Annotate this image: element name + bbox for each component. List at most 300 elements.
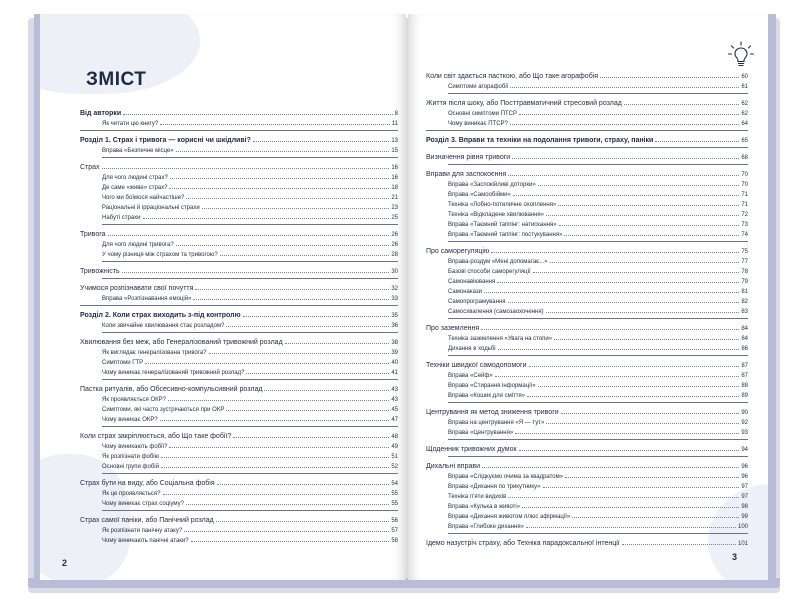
toc-page-number: 48 [391, 434, 398, 440]
toc-leader-dots [202, 208, 390, 209]
toc-subentry[interactable] [426, 285, 748, 295]
toc-subentry[interactable] [80, 497, 398, 507]
toc-entry-title: Учимося розпізнавати свої почуття [80, 285, 194, 292]
toc-entry-title: Вправа «Дихання по трикутнику» [448, 484, 541, 490]
toc-subentry[interactable] [426, 188, 748, 198]
toc-entry-title: Страх бути на виду, або Соціальна фобія [80, 480, 215, 487]
toc-divider [102, 473, 398, 474]
toc-subentry[interactable] [80, 171, 398, 181]
toc-subentry[interactable] [426, 178, 748, 188]
toc-page-number: 43 [391, 397, 398, 403]
toc-leader-dots [622, 544, 736, 545]
toc-leader-dots [529, 366, 740, 367]
toc-leader-dots [561, 413, 740, 414]
toc-subentry[interactable] [426, 218, 748, 228]
toc-section-entry[interactable] [426, 134, 748, 144]
toc-divider [102, 332, 398, 333]
toc-subentry[interactable] [426, 305, 748, 315]
toc-heading-entry[interactable] [80, 161, 398, 171]
toc-subentry[interactable] [426, 510, 748, 520]
toc-entry-title: Вправа «Самообійми» [448, 192, 511, 198]
toc-entry-title: Хвилювання без меж, або Генералізований тривожний розлад [80, 339, 283, 346]
toc-leader-dots [193, 299, 389, 300]
toc-divider [102, 379, 398, 380]
toc-page-number: 77 [741, 259, 748, 265]
toc-page-number: 72 [741, 212, 748, 218]
toc-heading-entry[interactable] [426, 245, 748, 255]
toc-subentry[interactable] [80, 440, 398, 450]
toc-entry-title: Набуті страхи [102, 215, 141, 221]
toc-divider [448, 147, 748, 148]
toc-entry-title: Визначення рівня тривоги [426, 154, 511, 161]
toc-entry-title: Розділ 3. Вправи та техніки на подолання тривоги, страху, паніки [426, 137, 654, 144]
toc-page-number: 62 [741, 101, 748, 107]
toc-page-number: 38 [391, 340, 398, 346]
toc-leader-dots [253, 141, 389, 142]
toc-page-number: 68 [741, 155, 748, 161]
toc-leader-dots [217, 484, 390, 485]
toc-page-number: 75 [741, 249, 748, 255]
toc-subentry[interactable] [426, 228, 748, 238]
toc-page-number: 16 [391, 165, 398, 171]
toc-leader-dots [145, 363, 389, 364]
toc-subentry[interactable] [426, 379, 748, 389]
toc-subentry[interactable] [426, 80, 748, 90]
toc-entry-title: Про заземлення [426, 325, 480, 332]
toc-entry-title: Тривожність [80, 268, 120, 275]
toc-subentry[interactable] [80, 393, 398, 403]
toc-leader-dots [498, 349, 740, 350]
toc-page-number: 13 [391, 138, 398, 144]
toc-entry-title: Як це проявляється? [102, 491, 161, 497]
toc-entry-title: Чому виникає страх соціуму? [102, 501, 184, 507]
toc-leader-dots [554, 339, 739, 340]
toc-entry-title: Чому виникають фобії? [102, 444, 168, 450]
toc-page-number: 98 [741, 504, 748, 510]
toc-leader-dots [184, 531, 389, 532]
toc-entry-title: Симптоми, які часто зустрічаються при ОКР [102, 407, 225, 413]
toc-leader-dots [543, 487, 740, 488]
toc-subentry[interactable] [426, 208, 748, 218]
toc-subentry[interactable] [426, 198, 748, 208]
toc-divider [80, 305, 398, 306]
toc-subentry[interactable] [80, 211, 398, 221]
toc-page-number: 21 [391, 195, 398, 201]
toc-entry-title: Техніки швидкої самодопомоги [426, 362, 527, 369]
toc-leader-dots [226, 410, 389, 411]
toc-subentry[interactable] [426, 369, 748, 379]
toc-entry-title: Основні групи фобій [102, 464, 159, 470]
toc-page-number: 25 [391, 215, 398, 221]
toc-entry-title: Щоденник тривожних думок [426, 446, 517, 453]
toc-subentry[interactable] [426, 520, 748, 530]
toc-entry-title: Базові способи саморегуляції [448, 269, 531, 275]
toc-entry-title: Самонавіювання [448, 279, 496, 285]
toc-subentry[interactable] [80, 346, 398, 356]
toc-entry-title: Як читати цю книгу? [102, 121, 159, 127]
toc-page-number: 49 [391, 444, 398, 450]
toc-page-number: 58 [391, 538, 398, 544]
toc-page-number: 70 [741, 182, 748, 188]
toc-leader-dots [264, 390, 389, 391]
toc-leader-dots [102, 168, 390, 169]
toc-leader-dots [209, 353, 390, 354]
toc-heading-entry[interactable] [80, 228, 398, 238]
toc-leader-dots [233, 437, 389, 438]
toc-leader-dots [538, 185, 740, 186]
toc-leader-dots [624, 104, 739, 105]
toc-page-number: 26 [391, 232, 398, 238]
toc-list-right [426, 70, 748, 547]
toc-entry-title: Як розпізнати панічну атаку? [102, 528, 183, 534]
toc-section-entry[interactable] [80, 134, 398, 144]
toc-leader-dots [246, 373, 389, 374]
toc-leader-dots [195, 289, 389, 290]
toc-page-number: 82 [741, 299, 748, 305]
toc-entry-title: Страх самої паніки, або Панічний розлад [80, 517, 214, 524]
toc-subentry[interactable] [80, 534, 398, 544]
toc-page-number: 96 [741, 474, 748, 480]
toc-entry-title: Симптоми агорафобії [448, 84, 509, 90]
toc-subentry[interactable] [426, 295, 748, 305]
toc-entry-title: Вправи для заспокоєння [426, 171, 507, 178]
toc-leader-dots [169, 447, 389, 448]
toc-heading-entry[interactable] [80, 336, 398, 346]
toc-heading-entry[interactable] [80, 477, 398, 487]
toc-entry-title: Основні симптоми ПТСР [448, 111, 518, 117]
toc-entry-title: Вправа «Сейф» [448, 373, 493, 379]
toc-leader-dots [508, 302, 740, 303]
toc-entry-title: Самонакази [448, 289, 482, 295]
toc-page-number: 57 [391, 528, 398, 534]
toc-page-number: 84 [741, 336, 748, 342]
toc-page-number: 11 [391, 121, 398, 127]
toc-entry-title: Самосхвалення (самозаохочення) [448, 309, 544, 315]
toc-divider [448, 533, 748, 534]
left-page [34, 14, 406, 580]
toc-section-entry[interactable] [80, 309, 398, 319]
toc-leader-dots [220, 255, 390, 256]
toc-divider [448, 439, 748, 440]
toc-entry-title: Техніка «Лобно-потиличне охоплення» [448, 202, 557, 208]
toc-entry-title: Коли звичайне хвилювання стає розладом? [102, 323, 225, 329]
toc-page-number: 79 [741, 279, 748, 285]
toc-page-number: 101 [737, 541, 748, 547]
toc-page-number: 94 [741, 447, 748, 453]
toc-leader-dots [186, 198, 389, 199]
toc-subentry[interactable] [80, 144, 398, 154]
toc-entry-title: Чому виникають панічні атаки? [102, 538, 189, 544]
toc-page-number: 47 [391, 417, 398, 423]
toc-subentry[interactable] [426, 470, 748, 480]
toc-subentry[interactable] [426, 426, 748, 436]
toc-leader-dots [564, 235, 739, 236]
toc-heading-entry[interactable] [80, 282, 398, 292]
toc-entry-title: Вправа «Глибоке дихання» [448, 524, 524, 530]
toc-entry-title: Тривога [80, 231, 106, 238]
toc-leader-dots [186, 504, 389, 505]
toc-entry-title: Вправа «Таємний таппінг: постукування» [448, 232, 563, 238]
toc-page-number: 54 [391, 481, 398, 487]
toc-page-number: 41 [391, 370, 398, 376]
toc-divider [102, 426, 398, 427]
toc-leader-dots [522, 507, 739, 508]
toc-leader-dots [572, 517, 739, 518]
toc-heading-entry[interactable] [426, 460, 748, 470]
toc-heading-entry[interactable] [426, 70, 748, 80]
toc-heading-entry[interactable] [426, 168, 748, 178]
toc-subentry[interactable] [80, 181, 398, 191]
toc-subentry[interactable] [80, 366, 398, 376]
toc-leader-dots [143, 218, 390, 219]
toc-leader-dots [559, 225, 740, 226]
toc-subentry[interactable] [80, 248, 398, 258]
toc-entry-title: Центрування як метод зниження тривоги [426, 409, 559, 416]
toc-entry-title: Для чого людині страх? [102, 175, 168, 181]
toc-leader-dots [565, 477, 739, 478]
toc-leader-dots [243, 316, 390, 317]
toc-subentry[interactable] [80, 356, 398, 366]
toc-leader-dots [497, 282, 739, 283]
toc-entry-title: Дихальні вправи [426, 463, 480, 470]
toc-leader-dots [546, 423, 739, 424]
toc-page-number: 100 [737, 524, 748, 530]
toc-leader-dots [508, 497, 739, 498]
toc-subentry[interactable] [80, 487, 398, 497]
toc-page-number: 96 [741, 464, 748, 470]
toc-leader-dots [510, 87, 739, 88]
toc-leader-dots [527, 396, 739, 397]
toc-leader-dots [160, 420, 390, 421]
toc-leader-dots [515, 433, 739, 434]
toc-divider [102, 224, 398, 225]
toc-divider [448, 355, 748, 356]
toc-heading-entry[interactable] [426, 359, 748, 369]
toc-entry-title: Від авторки [80, 110, 122, 117]
toc-page-number: 55 [391, 491, 398, 497]
toc-entry-title: Вправа «Дихання животом плюс афірмації» [448, 514, 571, 520]
toc-subentry[interactable] [426, 480, 748, 490]
toc-entry-title: Коли страх закріплюється, або Що таке фобії? [80, 433, 232, 440]
toc-leader-dots [168, 400, 389, 401]
toc-leader-dots [484, 292, 739, 293]
toc-entry-title: Техніка «Відкладене хвилювання» [448, 212, 545, 218]
toc-leader-dots [546, 312, 740, 313]
toc-entry-title: Вправа «Слідкуємо очима за квадратом» [448, 474, 564, 480]
toc-page-number: 90 [741, 410, 748, 416]
toc-page-number: 78 [741, 269, 748, 275]
toc-entry-title: Як проявляється ОКР? [102, 397, 166, 403]
toc-entry-title: Техніка заземлення «Увага на стопи» [448, 336, 553, 342]
toc-leader-dots [519, 114, 739, 115]
toc-page-number: 40 [391, 360, 398, 366]
toc-subentry[interactable] [80, 117, 398, 127]
toc-heading-entry[interactable] [426, 322, 748, 332]
toc-entry-title: Про саморегуляцію [426, 248, 490, 255]
page-number: 2 [62, 558, 68, 568]
toc-page-number: 74 [741, 232, 748, 238]
toc-entry-title: Життя після шоку, або Посттравматичний стресовий розлад [426, 100, 622, 107]
toc-leader-dots [526, 527, 736, 528]
toc-entry-title: Вправа «Таємний таппінг: натискання» [448, 222, 557, 228]
toc-page-number: 86 [741, 346, 748, 352]
toc-entry-title: Вправа на центрування «Я — тут» [448, 420, 545, 426]
toc-leader-dots [558, 205, 739, 206]
toc-entry-title: Де саме «живе» страх? [102, 185, 168, 191]
toc-heading-entry[interactable] [426, 406, 748, 416]
toc-subentry[interactable] [426, 255, 748, 265]
toc-subentry[interactable] [80, 292, 398, 302]
toc-heading-entry[interactable] [80, 430, 398, 440]
toc-leader-dots [176, 245, 390, 246]
toc-page-number: 33 [391, 296, 398, 302]
toc-entry-title: Страх [80, 164, 100, 171]
toc-page-number: 43 [391, 387, 398, 393]
toc-page-number: 65 [741, 138, 748, 144]
toc-leader-dots [546, 215, 739, 216]
toc-subentry[interactable] [426, 265, 748, 275]
toc-page-number: 70 [741, 172, 748, 178]
toc-subentry[interactable] [426, 107, 748, 117]
toc-entry-title: Розділ 2. Коли страх виходить з-під контролю [80, 312, 241, 319]
toc-subentry[interactable] [426, 490, 748, 500]
toc-subentry[interactable] [426, 275, 748, 285]
toc-heading-entry[interactable] [80, 514, 398, 524]
toc-subentry[interactable] [80, 450, 398, 460]
toc-leader-dots [160, 124, 390, 125]
toc-subentry[interactable] [426, 416, 748, 426]
toc-entry-title: Для чого людині тривога? [102, 242, 174, 248]
toc-section-entry[interactable] [80, 107, 398, 117]
toc-entry-title: Чому виникає ОКР? [102, 417, 158, 423]
toc-divider [448, 93, 748, 94]
toc-entry-title: Пастка ритуалів, або Обсесивно-компульсивний розлад [80, 386, 263, 393]
toc-page-number: 61 [741, 84, 748, 90]
toc-page-number: 16 [391, 175, 398, 181]
toc-subentry[interactable] [80, 201, 398, 211]
toc-page-number: 62 [741, 111, 748, 117]
toc-divider [448, 241, 748, 242]
toc-page-number: 45 [391, 407, 398, 413]
toc-entry-title: Вправа «Безпечне місце» [102, 148, 174, 154]
toc-subentry[interactable] [80, 403, 398, 413]
toc-heading-entry[interactable] [426, 97, 748, 107]
toc-subentry[interactable] [426, 117, 748, 127]
toc-heading-entry[interactable] [426, 537, 748, 547]
toc-page-number: 99 [741, 514, 748, 520]
toc-page-number: 51 [391, 454, 398, 460]
toc-page-number: 87 [741, 373, 748, 379]
toc-entry-title: Коли світ здається пасткою, або Що таке агорафобія [426, 73, 599, 80]
toc-entry-title: Як виглядає генералізована тривога? [102, 350, 207, 356]
toc-heading-entry[interactable] [80, 383, 398, 393]
toc-entry-title: Вправа «Заспокійливі доторки» [448, 182, 536, 188]
toc-leader-dots [122, 272, 390, 273]
toc-leader-dots [481, 329, 739, 330]
toc-leader-dots [550, 262, 740, 263]
toc-divider [448, 318, 748, 319]
toc-list-left [80, 107, 398, 544]
toc-entry-title: Як розпізнати фобію [102, 454, 160, 460]
toc-entry-title: Вправа-роздум «Мені допомагає...» [448, 259, 548, 265]
toc-page-number: 55 [391, 501, 398, 507]
toc-leader-dots [163, 494, 390, 495]
toc-heading-entry[interactable] [80, 265, 398, 275]
toc-subentry[interactable] [80, 238, 398, 248]
toc-entry-title: Ідемо назустріч страху, або Техніка парадоксальної інтенції [426, 540, 620, 547]
toc-entry-title: Вправа «Стирання інформації» [448, 383, 536, 389]
toc-entry-title: Техніка п'яти видихів [448, 494, 507, 500]
toc-subentry[interactable] [426, 342, 748, 352]
toc-leader-dots [482, 467, 739, 468]
toc-leader-dots [108, 235, 390, 236]
toc-entry-title: Вправа «Центрування» [448, 430, 514, 436]
toc-subentry[interactable] [80, 524, 398, 534]
toc-page-number: 56 [391, 518, 398, 524]
toc-leader-dots [216, 521, 390, 522]
toc-page-number: 97 [741, 494, 748, 500]
toc-subentry[interactable] [80, 319, 398, 329]
toc-leader-dots [533, 272, 740, 273]
toc-leader-dots [176, 151, 390, 152]
toc-page-number: 15 [391, 148, 398, 154]
toc-subentry[interactable] [426, 332, 748, 342]
toc-leader-dots [655, 141, 739, 142]
toc-heading-entry[interactable] [426, 443, 748, 453]
toc-leader-dots [491, 252, 739, 253]
toc-entry-title: Вправа «Кошик для сміття» [448, 393, 526, 399]
toc-leader-dots [191, 541, 390, 542]
toc-entry-title: Чого ми боїмося найчастіше? [102, 195, 185, 201]
toc-page-number: 8 [394, 111, 398, 117]
toc-divider [102, 261, 398, 262]
toc-page-number: 39 [391, 350, 398, 356]
toc-leader-dots [600, 77, 739, 78]
toc-page-number: 52 [391, 464, 398, 470]
toc-leader-dots [161, 467, 389, 468]
toc-page-number: 92 [741, 420, 748, 426]
toc-page-number: 93 [741, 430, 748, 436]
toc-divider [448, 456, 748, 457]
toc-page-number: 64 [741, 121, 748, 127]
toc-divider [102, 157, 398, 158]
toc-page-number: 89 [741, 393, 748, 399]
toc-entry-title: Раціональні й ірраціональні страхи [102, 205, 200, 211]
toc-subentry[interactable] [80, 460, 398, 470]
toc-leader-dots [285, 343, 390, 344]
toc-page-number: 32 [391, 286, 398, 292]
toc-page-number: 83 [741, 309, 748, 315]
toc-page-number: 73 [741, 222, 748, 228]
toc-page-number: 84 [741, 326, 748, 332]
toc-page-number: 71 [741, 192, 748, 198]
toc-divider [426, 130, 748, 131]
toc-entry-title: Вправа «Розпізнавання емоцій» [102, 296, 192, 302]
toc-subentry[interactable] [80, 191, 398, 201]
toc-subentry[interactable] [426, 389, 748, 399]
toc-subentry[interactable] [80, 413, 398, 423]
toc-heading-entry[interactable] [426, 151, 748, 161]
toc-subentry[interactable] [426, 500, 748, 510]
toc-divider [102, 510, 398, 511]
toc-leader-dots [538, 386, 740, 387]
toc-page-number: 81 [741, 289, 748, 295]
toc-entry-title: Вправа «Кулька в животі» [448, 504, 521, 510]
toc-leader-dots [510, 124, 739, 125]
toc-page-number: 36 [391, 323, 398, 329]
toc-leader-dots [161, 457, 389, 458]
toc-page-number: 28 [391, 252, 398, 258]
